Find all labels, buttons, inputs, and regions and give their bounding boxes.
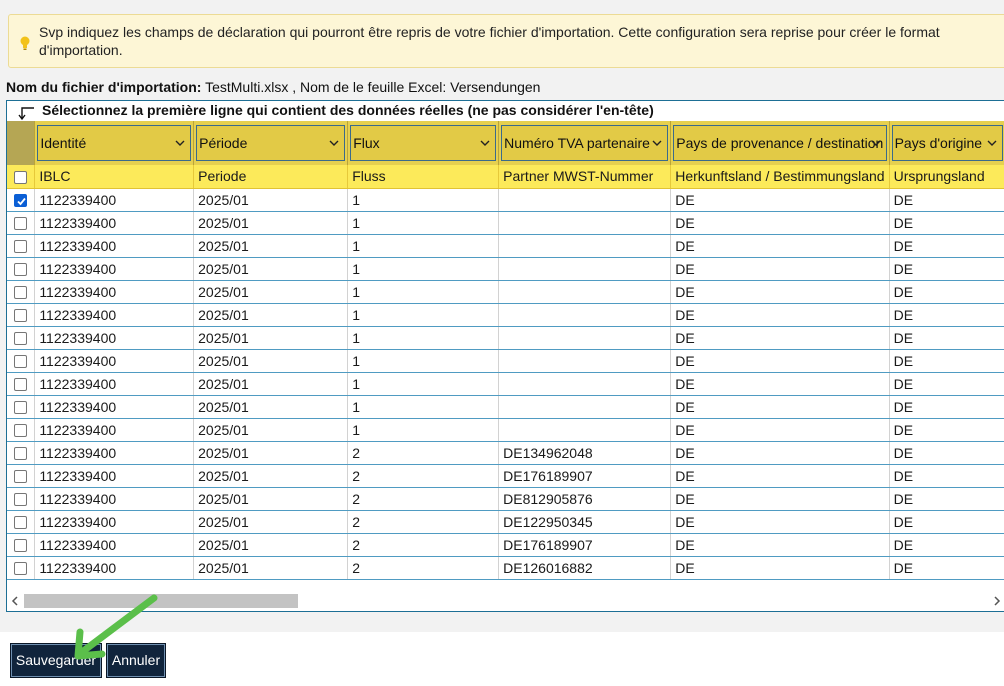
row-checkbox[interactable] bbox=[14, 539, 27, 552]
mapping-select-label: Pays de provenance / destination bbox=[676, 134, 884, 151]
table-row bbox=[7, 188, 1004, 211]
table-row bbox=[7, 464, 1004, 487]
cell-tva-partenaire bbox=[499, 257, 671, 280]
cell-identite: 1122339400 bbox=[35, 211, 194, 234]
row-checkbox[interactable] bbox=[14, 447, 27, 460]
row-select-cell bbox=[7, 418, 35, 441]
cell-periode: 2025/01 bbox=[194, 372, 348, 395]
cell-pays-provenance: DE bbox=[671, 487, 889, 510]
table-row bbox=[7, 349, 1004, 372]
cell-tva-partenaire bbox=[499, 349, 671, 372]
cell-identite: 1122339400 bbox=[35, 441, 194, 464]
mapping-cell bbox=[348, 121, 499, 165]
first-row-hint bbox=[7, 101, 1004, 121]
row-select-cell bbox=[7, 487, 35, 510]
row-checkbox[interactable] bbox=[14, 355, 27, 368]
scroll-left-icon[interactable] bbox=[11, 596, 19, 606]
row-checkbox[interactable] bbox=[14, 516, 27, 529]
table-row bbox=[7, 487, 1004, 510]
row-select-cell bbox=[7, 349, 35, 372]
cell-pays-origine: DE bbox=[889, 372, 1004, 395]
row-select-cell bbox=[7, 257, 35, 280]
row-checkbox[interactable] bbox=[14, 240, 27, 253]
row-checkbox[interactable] bbox=[14, 263, 27, 276]
row-checkbox[interactable] bbox=[14, 493, 27, 506]
chevron-down-icon bbox=[987, 139, 997, 147]
mapping-row bbox=[7, 121, 1004, 165]
select-all-cell bbox=[7, 165, 35, 188]
column-name: Periode bbox=[194, 165, 348, 188]
cell-periode: 2025/01 bbox=[194, 395, 348, 418]
cell-tva-partenaire: DE176189907 bbox=[499, 464, 671, 487]
cell-pays-provenance: DE bbox=[671, 441, 889, 464]
scroll-right-icon[interactable] bbox=[993, 596, 1001, 606]
row-select-cell bbox=[7, 510, 35, 533]
cell-identite: 1122339400 bbox=[35, 280, 194, 303]
cell-pays-origine: DE bbox=[889, 487, 1004, 510]
info-message: Svp indiquez les champs de déclaration qui pourront être repris de votre fichier d'importation. Cette configuration sera reprise pour créer le format d'importation. bbox=[39, 24, 940, 58]
cell-tva-partenaire bbox=[499, 395, 671, 418]
cell-pays-origine: DE bbox=[889, 349, 1004, 372]
cell-flux: 2 bbox=[348, 510, 499, 533]
cell-pays-origine: DE bbox=[889, 418, 1004, 441]
cell-tva-partenaire bbox=[499, 188, 671, 211]
cell-pays-provenance: DE bbox=[671, 188, 889, 211]
cell-pays-provenance: DE bbox=[671, 533, 889, 556]
cell-tva-partenaire bbox=[499, 372, 671, 395]
cell-identite: 1122339400 bbox=[35, 257, 194, 280]
table-row bbox=[7, 395, 1004, 418]
cell-identite: 1122339400 bbox=[35, 395, 194, 418]
row-select-cell bbox=[7, 303, 35, 326]
mapping-select-label: Période bbox=[199, 134, 248, 151]
cell-pays-origine: DE bbox=[889, 510, 1004, 533]
import-file-info bbox=[6, 79, 540, 95]
mapping-select-label: Flux bbox=[353, 134, 380, 151]
chevron-down-icon bbox=[480, 139, 490, 147]
cell-pays-provenance: DE bbox=[671, 556, 889, 579]
table-row bbox=[7, 257, 1004, 280]
cell-tva-partenaire bbox=[499, 234, 671, 257]
cell-pays-origine: DE bbox=[889, 211, 1004, 234]
row-checkbox[interactable] bbox=[14, 562, 27, 575]
cell-periode: 2025/01 bbox=[194, 418, 348, 441]
row-checkbox[interactable] bbox=[14, 217, 27, 230]
cell-periode: 2025/01 bbox=[194, 280, 348, 303]
cell-flux: 1 bbox=[348, 349, 499, 372]
first-row-hint-text: Sélectionnez la première ligne qui contient des données réelles (ne pas considérer l'en-tête) bbox=[42, 102, 654, 118]
table-row bbox=[7, 234, 1004, 257]
table-row bbox=[7, 510, 1004, 533]
cell-pays-provenance: DE bbox=[671, 280, 889, 303]
cell-identite: 1122339400 bbox=[35, 349, 194, 372]
row-checkbox[interactable] bbox=[14, 470, 27, 483]
cell-pays-origine: DE bbox=[889, 441, 1004, 464]
cell-identite: 1122339400 bbox=[35, 533, 194, 556]
cell-pays-origine: DE bbox=[889, 280, 1004, 303]
cell-pays-origine: DE bbox=[889, 257, 1004, 280]
table-row bbox=[7, 326, 1004, 349]
cell-flux: 1 bbox=[348, 326, 499, 349]
cell-periode: 2025/01 bbox=[194, 234, 348, 257]
cell-identite: 1122339400 bbox=[35, 326, 194, 349]
cell-periode: 2025/01 bbox=[194, 510, 348, 533]
cell-pays-provenance: DE bbox=[671, 303, 889, 326]
cell-flux: 2 bbox=[348, 533, 499, 556]
chevron-down-icon bbox=[871, 139, 881, 147]
mapping-cell bbox=[35, 121, 194, 165]
row-select-cell bbox=[7, 372, 35, 395]
cell-tva-partenaire bbox=[499, 418, 671, 441]
cell-pays-provenance: DE bbox=[671, 349, 889, 372]
chevron-down-icon bbox=[175, 139, 185, 147]
mapping-select-periode[interactable] bbox=[196, 125, 345, 161]
cell-pays-origine: DE bbox=[889, 234, 1004, 257]
cell-flux: 1 bbox=[348, 234, 499, 257]
column-name: Partner MWST-Nummer bbox=[499, 165, 671, 188]
cell-pays-origine: DE bbox=[889, 303, 1004, 326]
cell-tva-partenaire: DE812905876 bbox=[499, 487, 671, 510]
cell-identite: 1122339400 bbox=[35, 234, 194, 257]
row-checkbox[interactable] bbox=[14, 378, 27, 391]
table-row bbox=[7, 280, 1004, 303]
cell-pays-origine: DE bbox=[889, 533, 1004, 556]
cell-identite: 1122339400 bbox=[35, 188, 194, 211]
cell-flux: 1 bbox=[348, 395, 499, 418]
cell-periode: 2025/01 bbox=[194, 303, 348, 326]
cell-flux: 1 bbox=[348, 280, 499, 303]
info-banner bbox=[8, 14, 1004, 68]
row-select-cell bbox=[7, 464, 35, 487]
row-checkbox[interactable] bbox=[14, 424, 27, 437]
cell-periode: 2025/01 bbox=[194, 349, 348, 372]
cell-flux: 1 bbox=[348, 257, 499, 280]
cell-periode: 2025/01 bbox=[194, 464, 348, 487]
cell-pays-provenance: DE bbox=[671, 234, 889, 257]
cell-tva-partenaire bbox=[499, 303, 671, 326]
cell-flux: 1 bbox=[348, 418, 499, 441]
cell-pays-provenance: DE bbox=[671, 211, 889, 234]
cell-pays-origine: DE bbox=[889, 188, 1004, 211]
cell-tva-partenaire: DE134962048 bbox=[499, 441, 671, 464]
corner-arrow-icon bbox=[16, 107, 36, 121]
cell-pays-origine: DE bbox=[889, 395, 1004, 418]
footer-actions bbox=[0, 632, 1004, 686]
cell-periode: 2025/01 bbox=[194, 188, 348, 211]
file-label: Nom du fichier d'importation: bbox=[6, 79, 202, 95]
mapping-select-flux[interactable] bbox=[350, 125, 496, 161]
cell-identite: 1122339400 bbox=[35, 464, 194, 487]
cell-flux: 1 bbox=[348, 372, 499, 395]
row-select-cell bbox=[7, 280, 35, 303]
table-row bbox=[7, 211, 1004, 234]
checkmark-icon bbox=[16, 196, 27, 207]
cell-tva-partenaire: DE176189907 bbox=[499, 533, 671, 556]
file-details: TestMulti.xlsx , Nom de le feuille Excel: Versendungen bbox=[205, 79, 541, 95]
cell-pays-provenance: DE bbox=[671, 510, 889, 533]
cell-identite: 1122339400 bbox=[35, 487, 194, 510]
cell-periode: 2025/01 bbox=[194, 211, 348, 234]
row-checkbox[interactable] bbox=[14, 332, 27, 345]
row-checkbox[interactable] bbox=[14, 286, 27, 299]
cell-tva-partenaire bbox=[499, 280, 671, 303]
cell-tva-partenaire bbox=[499, 211, 671, 234]
mapping-select-label: Numéro TVA partenaire bbox=[504, 134, 650, 151]
cell-pays-provenance: DE bbox=[671, 326, 889, 349]
cell-periode: 2025/01 bbox=[194, 533, 348, 556]
save-button[interactable]: Sauvegarder bbox=[10, 643, 102, 678]
row-checkbox[interactable] bbox=[14, 401, 27, 414]
import-data-grid bbox=[6, 100, 1004, 612]
column-name: Ursprungsland bbox=[889, 165, 1004, 188]
cell-pays-origine: DE bbox=[889, 556, 1004, 579]
cell-periode: 2025/01 bbox=[194, 326, 348, 349]
row-select-cell bbox=[7, 188, 35, 211]
select-all-checkbox[interactable] bbox=[14, 171, 27, 184]
mapping-select-pays-origine[interactable] bbox=[892, 125, 1003, 161]
cell-identite: 1122339400 bbox=[35, 372, 194, 395]
cell-flux: 2 bbox=[348, 441, 499, 464]
cell-flux: 1 bbox=[348, 303, 499, 326]
cell-identite: 1122339400 bbox=[35, 556, 194, 579]
mapping-corner bbox=[7, 121, 35, 165]
cell-periode: 2025/01 bbox=[194, 441, 348, 464]
mapping-select-pays-provenance[interactable] bbox=[673, 125, 886, 161]
table-row bbox=[7, 556, 1004, 579]
cell-tva-partenaire bbox=[499, 326, 671, 349]
lightbulb-icon bbox=[18, 35, 32, 51]
mapping-select-label: Identité bbox=[40, 134, 87, 151]
cell-flux: 2 bbox=[348, 556, 499, 579]
mapping-cell bbox=[499, 121, 671, 165]
cell-pays-provenance: DE bbox=[671, 257, 889, 280]
mapping-select-identite[interactable] bbox=[37, 125, 191, 161]
cell-flux: 1 bbox=[348, 211, 499, 234]
cell-pays-provenance: DE bbox=[671, 464, 889, 487]
scrollbar-thumb[interactable] bbox=[24, 594, 298, 608]
mapping-select-tva-partenaire[interactable] bbox=[501, 125, 668, 161]
cell-identite: 1122339400 bbox=[35, 303, 194, 326]
chevron-down-icon bbox=[652, 139, 662, 147]
column-name: IBLC bbox=[35, 165, 194, 188]
table-row bbox=[7, 441, 1004, 464]
cell-flux: 1 bbox=[348, 188, 499, 211]
row-select-cell bbox=[7, 234, 35, 257]
cell-periode: 2025/01 bbox=[194, 487, 348, 510]
column-name: Herkunftsland / Bestimmungsland bbox=[671, 165, 889, 188]
row-checkbox[interactable] bbox=[14, 194, 27, 207]
cancel-button[interactable]: Annuler bbox=[106, 643, 166, 678]
row-checkbox[interactable] bbox=[14, 309, 27, 322]
row-select-cell bbox=[7, 395, 35, 418]
mapping-select-label: Pays d'origine bbox=[894, 134, 983, 151]
cell-pays-provenance: DE bbox=[671, 372, 889, 395]
cell-pays-origine: DE bbox=[889, 464, 1004, 487]
cell-pays-provenance: DE bbox=[671, 418, 889, 441]
cell-tva-partenaire: DE122950345 bbox=[499, 510, 671, 533]
row-select-cell bbox=[7, 556, 35, 579]
chevron-down-icon bbox=[329, 139, 339, 147]
data-table bbox=[7, 121, 1004, 580]
mapping-cell bbox=[889, 121, 1004, 165]
cell-tva-partenaire: DE126016882 bbox=[499, 556, 671, 579]
row-select-cell bbox=[7, 211, 35, 234]
cell-pays-provenance: DE bbox=[671, 395, 889, 418]
horizontal-scrollbar[interactable] bbox=[7, 591, 1004, 611]
cell-identite: 1122339400 bbox=[35, 418, 194, 441]
mapping-cell bbox=[671, 121, 889, 165]
column-name: Fluss bbox=[348, 165, 499, 188]
row-select-cell bbox=[7, 441, 35, 464]
column-names-row bbox=[7, 165, 1004, 188]
cell-periode: 2025/01 bbox=[194, 257, 348, 280]
cell-periode: 2025/01 bbox=[194, 556, 348, 579]
table-row bbox=[7, 372, 1004, 395]
row-select-cell bbox=[7, 326, 35, 349]
cell-pays-origine: DE bbox=[889, 326, 1004, 349]
table-row bbox=[7, 418, 1004, 441]
table-row bbox=[7, 533, 1004, 556]
cell-flux: 2 bbox=[348, 487, 499, 510]
cell-flux: 2 bbox=[348, 464, 499, 487]
table-row bbox=[7, 303, 1004, 326]
row-select-cell bbox=[7, 533, 35, 556]
cell-identite: 1122339400 bbox=[35, 510, 194, 533]
mapping-cell bbox=[194, 121, 348, 165]
